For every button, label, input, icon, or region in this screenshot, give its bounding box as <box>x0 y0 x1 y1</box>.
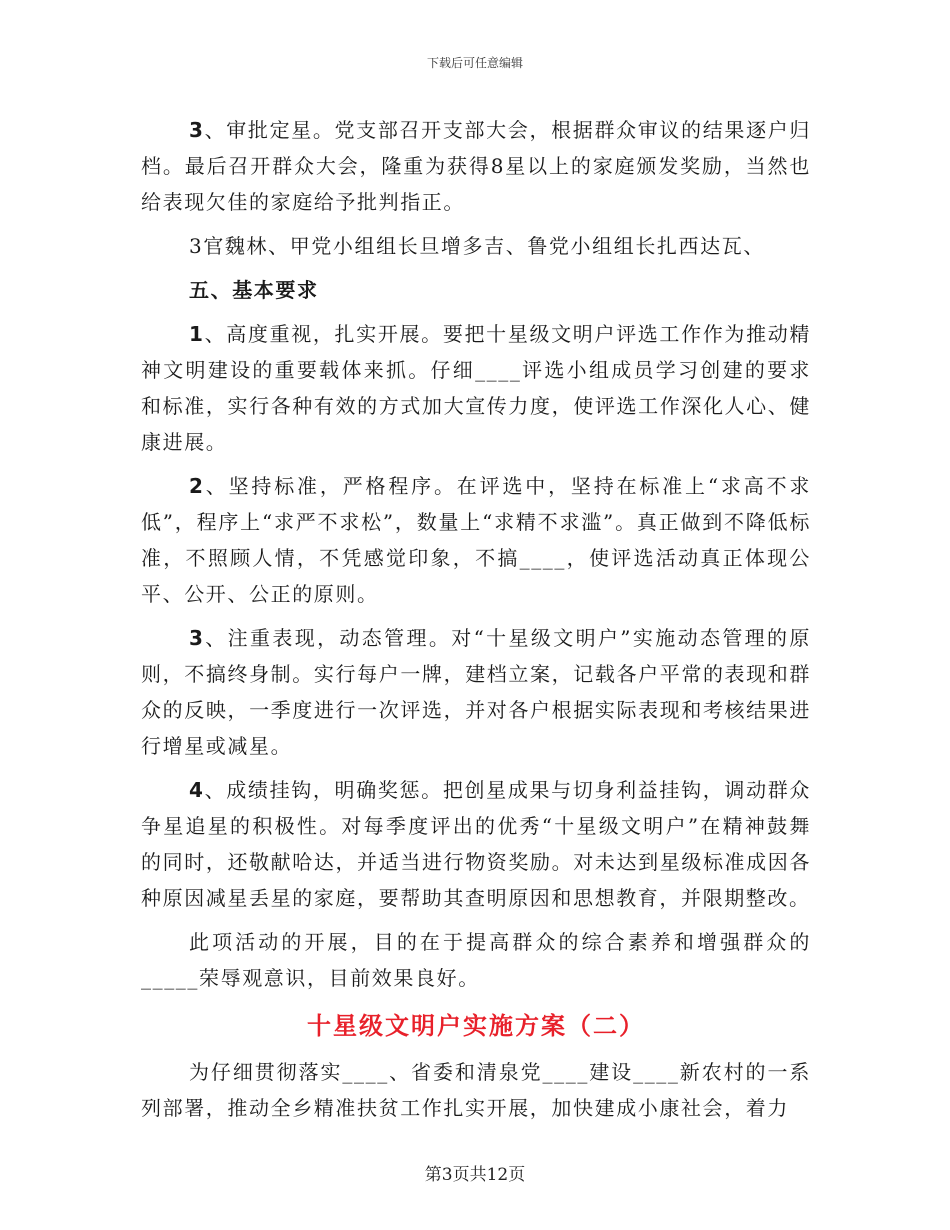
paragraph-text: 、审批定星。党支部召开支部大会，根据群众审议的结果逐户归档。最后召开群众大会，隆重为获得8星以上的家庭颁发奖励，当然也给表现欠佳的家庭给予批判指正。 <box>141 118 811 214</box>
paragraph-text: 、高度重视，扎实开展。要把十星级文明户评选工作作为推动精神文明建设的重要载体来抓。仔细____评选小组成员学习创建的要求和标准，实行各种有效的方式加大宣传力度，使评选工作深化人心、健康进展。 <box>141 322 811 454</box>
item-number: 1 <box>189 322 205 346</box>
paragraph-members: 3官魏林、甲党小组组长旦增多吉、鲁党小组组长扎西达瓦、 <box>189 234 765 258</box>
paragraph-plan-intro: 为仔细贯彻落实____、省委和清泉党____建设____新农村的一系列部署，推动全乡精准扶贫工作扎实开展，加快建成小康社会，着力 <box>141 1060 811 1120</box>
paragraph-text: 、注重表现，动态管理。对“十星级文明户”实施动态管理的原则，不搞终身制。实行每户一牌，建档立案，记载各户平常的表现和群众的反映，一季度进行一次评选，并对各户根据实际表现和考核结果进行增星或减星。 <box>141 626 811 758</box>
paragraph-requirement-4 <box>141 772 811 916</box>
paragraph-requirement-3 <box>141 620 811 764</box>
paragraph-text: 、坚持标准，严格程序。在评选中，坚持在标准上“求高不求低”，程序上“求严不求松”，数量上“求精不求滥”。真正做到不降低标准，不照顾人情，不凭感觉印象，不搞____，使评选活动真正体现公平、公开、公正的原则。 <box>141 474 811 606</box>
paragraph-text: 、成绩挂钩，明确奖惩。把创星成果与切身利益挂钩，调动群众争星追星的积极性。对每季度评出的优秀“十星级文明户”在精神鼓舞的同时，还敬献哈达，并适当进行物资奖励。对未达到星级标准成因各种原因减星丢星的家庭，要帮助其查明原因和思想教育，并限期整改。 <box>141 778 811 910</box>
document-body <box>141 112 811 1126</box>
paragraph-conclusion: 此项活动的开展，目的在于提高群众的综合素养和增强群众的_____荣辱观意识，目前效果良好。 <box>141 930 811 990</box>
item-number: 3 <box>189 118 205 142</box>
item-number: 3 <box>189 626 205 650</box>
paragraph-requirement-2 <box>141 468 811 612</box>
paragraph-approval <box>141 112 811 220</box>
page-number: 第3页共12页 <box>424 1165 526 1185</box>
section-heading: 五、基本要求 <box>189 278 319 302</box>
item-number: 2 <box>189 474 205 498</box>
paragraph-requirement-1 <box>141 316 811 460</box>
item-number: 4 <box>189 778 205 802</box>
section-title: 十星级文明户实施方案（二） <box>307 1012 645 1040</box>
page-header: 下载后可任意编辑 <box>426 56 523 70</box>
